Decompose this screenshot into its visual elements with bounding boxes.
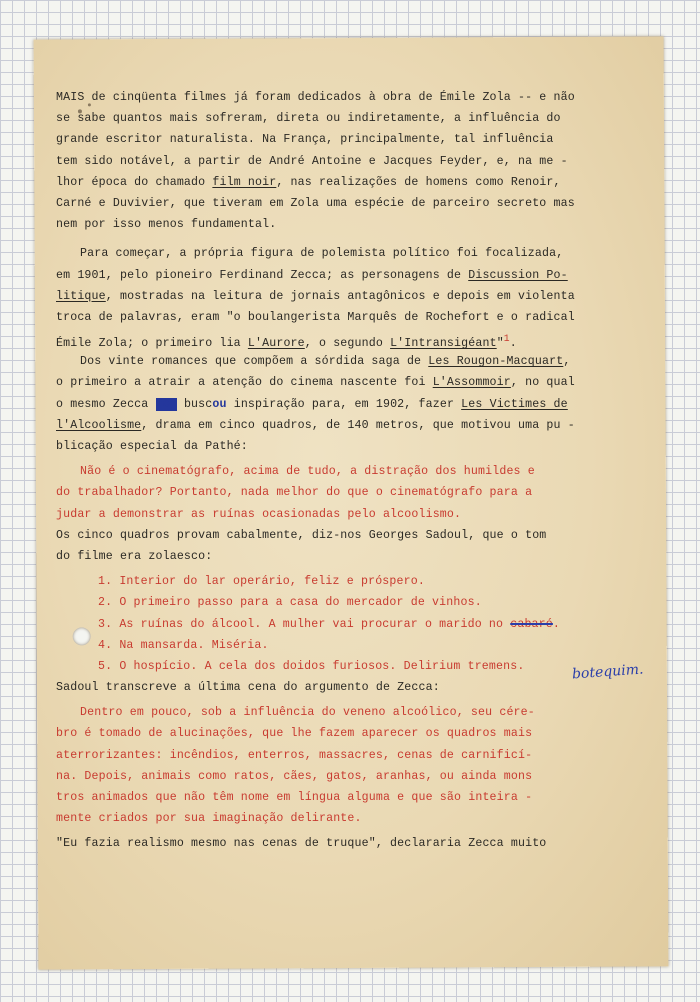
text-segment: Émile Zola; o primeiro lia	[56, 336, 248, 350]
text-segment: o primeiro a atrair a atenção do cinema nascente foi	[56, 376, 433, 390]
text-line	[56, 214, 616, 235]
text-line	[56, 193, 616, 214]
text-segment: blicação especial da Pathé:	[56, 440, 248, 453]
underlined-title: Discussion Po-	[468, 268, 568, 282]
text-segment: lhor época do chamado	[56, 175, 213, 189]
text-line: aterrorizantes: incêndios, enterros, massacres, cenas de carnificí-	[56, 748, 533, 762]
text-line	[56, 243, 616, 264]
text-line	[56, 286, 616, 307]
underlined-title: litique	[56, 289, 106, 303]
text-line: mente criados por sua imaginação delirante.	[56, 812, 362, 826]
text-segment: o mesmo Zecca	[56, 397, 156, 411]
text-segment: "	[496, 336, 504, 350]
handwritten-note: botequim.	[571, 661, 644, 683]
text-segment: Dos vinte romances que compõem a sórdida saga de	[80, 355, 429, 369]
text-line: Dentro em pouco, sob a influência do veneno alcoólico, seu cére-	[80, 706, 535, 720]
text-segment: 3. As ruínas do álcool. A mulher vai procurar o marido no	[98, 617, 511, 631]
underlined-title: film noir	[212, 175, 277, 189]
underlined-title: Les Victimes de	[461, 397, 568, 411]
numbered-list	[56, 571, 616, 677]
text-segment: nem por isso menos fundamental.	[56, 218, 277, 232]
text-line	[56, 265, 616, 286]
text-segment: , drama em cinco quadros, de 140 metros, que motivou uma pu -	[141, 418, 575, 432]
text-line: tros animados que não têm nome em língua alguma e que são inteira -	[56, 791, 533, 804]
text-segment: , nas realizações de homens como Renoir,	[276, 175, 561, 189]
text-line	[56, 108, 616, 129]
text-segment: troca de palavras, eram "o boulangerista Marquês de Rochefort e o radical	[56, 310, 575, 324]
list-item: 2. O primeiro passo para a casa do mercador de vinhos.	[98, 596, 482, 610]
text-segment: tem sido notável, a partir de André Antoine e Jacques Feyder, e, na me -	[56, 154, 568, 168]
text-segment: , no qual	[510, 376, 575, 390]
text-segment: Para começar, a própria figura de polemista político foi focalizada,	[80, 247, 564, 261]
text-segment: busc	[176, 397, 213, 411]
text-segment: Carné e Duvivier, que tiveram em Zola uma espécie de parceiro secreto mas	[56, 196, 575, 210]
text-line	[56, 436, 616, 457]
text-line: do trabalhador? Portanto, nada melhor do que o cinematógrafo para a	[56, 486, 533, 500]
text-line: "Eu fazia realismo mesmo nas cenas de truque", declararia Zecca muito	[56, 837, 547, 851]
block-quote	[56, 461, 616, 525]
text-segment: , o segundo	[304, 336, 391, 350]
ink-correction: ou	[212, 397, 227, 411]
document-body	[56, 87, 616, 855]
text-line	[56, 87, 616, 108]
text-line: Não é o cinematógrafo, acima de tudo, a distração dos humildes e	[80, 465, 535, 479]
text-line	[56, 129, 616, 150]
struck-word: cabaré	[510, 617, 553, 631]
list-item: 5. O hospício. A cela dos doidos furiosos. Delirium tremens.	[98, 659, 525, 673]
underlined-title: L'Aurore	[247, 336, 305, 350]
underlined-title: l'Alcoolisme	[56, 418, 142, 432]
list-item: 4. Na mansarda. Miséria.	[98, 638, 269, 652]
text-line	[56, 372, 616, 393]
text-segment: inspiração para, em 1902, fazer	[226, 397, 462, 411]
text-line: na. Depois, animais como ratos, cães, gatos, aranhas, ou ainda mons	[56, 769, 533, 783]
underlined-title: L'Intransigéant	[390, 336, 497, 350]
text-segment: .	[509, 336, 517, 350]
ink-correction: foi	[155, 397, 177, 411]
text-line	[56, 394, 616, 415]
text-line: Sadoul transcreve a última cena do argumento de Zecca:	[56, 681, 440, 695]
text-line	[56, 172, 616, 193]
text-line	[56, 151, 616, 172]
text-line: do filme era zolaesco:	[56, 549, 213, 563]
text-segment: MAIS de cinqüenta filmes já foram dedicados à obra de Émile Zola -- e não	[56, 91, 575, 104]
text-segment: , mostradas na leitura de jornais antagônicos e depois em violenta	[105, 289, 575, 303]
underlined-title: L'Assommoir	[432, 376, 511, 390]
text-line	[56, 415, 616, 436]
list-item: 1. Interior do lar operário, feliz e próspero.	[98, 575, 425, 589]
footnote-marker: 1	[503, 333, 510, 345]
text-segment: se sabe quantos mais sofreram, direta ou indiretamente, a influência do	[56, 112, 561, 126]
text-line: Os cinco quadros provam cabalmente, diz-nos Georges Sadoul, que o tom	[56, 528, 547, 542]
text-segment: em 1901, pelo pioneiro Ferdinand Zecca; as personagens de	[56, 268, 469, 282]
text-line	[56, 351, 616, 372]
text-segment: ,	[563, 355, 571, 369]
text-line: bro é tomado de alucinações, que lhe fazem aparecer os quadros mais	[56, 727, 533, 741]
text-line: judar a demonstrar as ruínas ocasionadas pelo alcoolismo.	[56, 507, 462, 521]
text-segment: grande escritor naturalista. Na França, principalmente, tal influência	[56, 133, 554, 147]
list-item: 3. As ruínas do álcool. A mulher vai procurar o marido no cabaré.	[98, 617, 560, 631]
text-line	[56, 328, 616, 349]
text-line	[56, 307, 616, 328]
block-quote	[56, 702, 616, 829]
underlined-title: Les Rougon-Macquart	[428, 355, 564, 369]
